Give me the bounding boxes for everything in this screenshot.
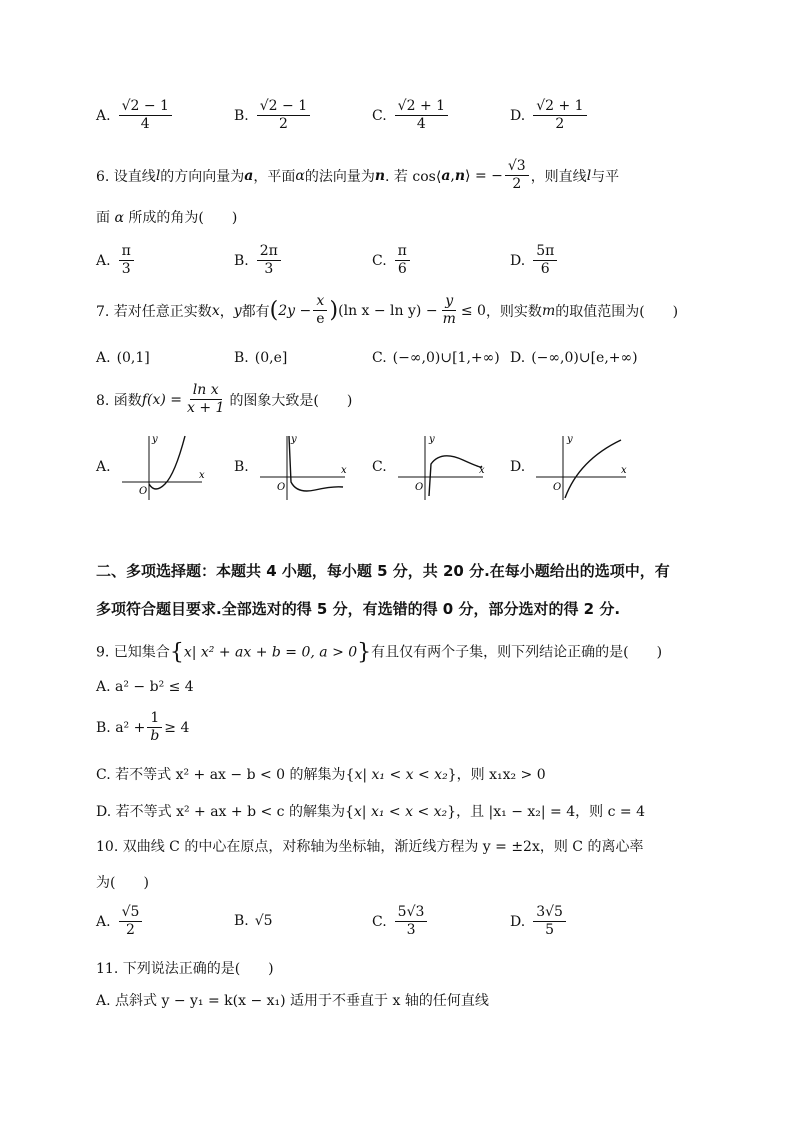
x-label: x bbox=[478, 465, 485, 476]
q8-graph-a bbox=[96, 432, 207, 502]
q7-option-d bbox=[510, 350, 638, 366]
text: 6. 设直线 bbox=[96, 168, 156, 185]
brace: } bbox=[357, 640, 372, 665]
option-label: A. bbox=[96, 913, 111, 930]
text: 的法向量为 bbox=[304, 168, 375, 185]
numerator: π bbox=[119, 243, 134, 261]
denominator: 2 bbox=[555, 116, 565, 132]
fraction bbox=[505, 158, 529, 193]
denominator: 6 bbox=[540, 261, 550, 277]
option-label: B. bbox=[234, 913, 249, 929]
var: m bbox=[541, 302, 556, 319]
text: 的方向向量为 bbox=[160, 168, 245, 185]
q5-option-c bbox=[372, 98, 450, 133]
q6-stem-line1 bbox=[96, 158, 619, 193]
numerator: y bbox=[442, 293, 456, 311]
graph-d-svg bbox=[531, 432, 631, 502]
fraction bbox=[147, 710, 162, 745]
text: 的取值范围为( ) bbox=[555, 303, 679, 320]
text: B. a² + bbox=[96, 719, 146, 736]
q6-option-a bbox=[96, 243, 136, 278]
option-label: C. bbox=[372, 252, 387, 269]
q6-option-d bbox=[510, 243, 559, 278]
q6-option-c bbox=[372, 243, 412, 278]
x-label: x bbox=[198, 470, 205, 481]
option-text: (−∞,0)∪[1,+∞) bbox=[392, 350, 500, 366]
y-label: y bbox=[428, 434, 435, 445]
denominator: 2 bbox=[126, 922, 135, 938]
q9-stem bbox=[96, 640, 662, 665]
var: α bbox=[295, 167, 305, 184]
q11-stem: 11. 下列说法正确的是( ) bbox=[96, 961, 274, 977]
text: 8. 函数 bbox=[96, 392, 142, 409]
fraction bbox=[395, 243, 410, 278]
text: 的图象大致是( ) bbox=[229, 392, 353, 409]
option-label: D. bbox=[510, 107, 526, 124]
var: a bbox=[244, 167, 254, 184]
origin-label: O bbox=[276, 482, 285, 493]
q10-option-b bbox=[234, 913, 273, 929]
text: 9. 已知集合 bbox=[96, 644, 170, 661]
fraction bbox=[533, 243, 557, 278]
q7-stem bbox=[96, 293, 678, 328]
q9-option-a: A. a² − b² ≤ 4 bbox=[96, 679, 194, 695]
q6-stem-line2 bbox=[96, 207, 237, 227]
section-heading-line1: 二、多项选择题：本题共 4 小题，每小题 5 分，共 20 分.在每小题给出的选项中，有 bbox=[96, 562, 670, 580]
text: ， bbox=[219, 303, 234, 320]
text: ，则 x₁x₂ > 0 bbox=[456, 767, 546, 783]
graph-a-svg bbox=[117, 432, 207, 502]
q10-stem-line2: 为( ) bbox=[96, 875, 149, 891]
option-text: √5 bbox=[254, 913, 273, 929]
q10-option-d bbox=[510, 904, 568, 939]
option-label: C. bbox=[372, 350, 387, 366]
denominator: 4 bbox=[140, 116, 150, 132]
graph-b-svg bbox=[255, 432, 350, 502]
text: ⟩ = − bbox=[465, 167, 503, 184]
option-label: C. bbox=[372, 107, 387, 124]
paren: ( bbox=[269, 298, 279, 323]
var: a bbox=[441, 167, 451, 184]
q8-stem bbox=[96, 382, 352, 417]
denominator: 3 bbox=[121, 261, 131, 277]
denominator: b bbox=[150, 728, 160, 744]
var: l bbox=[586, 167, 592, 184]
option-label: B. bbox=[234, 252, 249, 269]
q9-option-d bbox=[96, 801, 645, 821]
brace: { bbox=[169, 640, 184, 665]
numerator: √5 bbox=[119, 904, 143, 922]
numerator: 1 bbox=[147, 710, 162, 728]
fraction bbox=[257, 243, 281, 278]
numerator: 5√3 bbox=[395, 904, 428, 922]
numerator: 3√5 bbox=[533, 904, 566, 922]
option-label: C. bbox=[372, 459, 387, 475]
fraction bbox=[257, 98, 310, 133]
var: y bbox=[233, 302, 242, 319]
numerator: π bbox=[395, 243, 410, 261]
denominator: 2 bbox=[278, 116, 288, 132]
text: ，平面 bbox=[253, 168, 296, 185]
var: α bbox=[114, 210, 124, 226]
denominator: 3 bbox=[406, 922, 416, 938]
fraction bbox=[119, 243, 134, 278]
q10-option-a bbox=[96, 904, 144, 939]
text: C. 若不等式 x² + ax − b < 0 的解集为 bbox=[96, 767, 346, 783]
brace: } bbox=[447, 767, 457, 783]
text: 有且仅有两个子集，则下列结论正确的是( ) bbox=[371, 644, 663, 661]
brace: { bbox=[344, 804, 354, 820]
numerator: √2 + 1 bbox=[395, 98, 448, 116]
expr: (ln x − ln y) − bbox=[338, 302, 438, 319]
set-expr: x| x₁ < x < x₂ bbox=[353, 804, 448, 820]
x-label: x bbox=[621, 465, 627, 476]
numerator: ln x bbox=[190, 382, 222, 400]
fraction bbox=[533, 904, 566, 939]
option-label: B. bbox=[234, 350, 249, 366]
graph-c-svg bbox=[393, 432, 488, 502]
q10-stem-line1: 10. 双曲线 C 的中心在原点，对称轴为坐标轴，渐近线方程为 y = ±2x，则 C 的离心率 bbox=[96, 839, 644, 855]
option-text: (−∞,0)∪[e,+∞) bbox=[531, 350, 638, 366]
option-label: A. bbox=[96, 252, 111, 269]
origin-label: O bbox=[553, 482, 562, 493]
paren: ) bbox=[329, 298, 339, 323]
fraction bbox=[395, 98, 448, 133]
numerator: √3 bbox=[505, 158, 529, 176]
denominator: 6 bbox=[397, 261, 407, 277]
denominator: 5 bbox=[545, 922, 555, 938]
q8-graph-d bbox=[510, 432, 631, 502]
fraction bbox=[440, 293, 459, 328]
option-label: A. bbox=[96, 350, 111, 366]
option-label: D. bbox=[510, 350, 526, 366]
q7-option-c bbox=[372, 350, 500, 366]
y-label: y bbox=[567, 434, 573, 445]
fraction bbox=[119, 98, 172, 133]
denominator: x + 1 bbox=[187, 400, 225, 416]
fraction bbox=[313, 293, 327, 328]
text: ≥ 4 bbox=[164, 719, 190, 736]
numerator: x bbox=[313, 293, 327, 311]
text: 所成的角为( ) bbox=[123, 210, 238, 226]
text: ，则直线 bbox=[530, 168, 587, 185]
origin-label: O bbox=[414, 482, 423, 493]
q6-option-b bbox=[234, 243, 283, 278]
q9-option-b bbox=[96, 710, 189, 745]
text: 与平 bbox=[591, 168, 620, 185]
text: 面 bbox=[96, 210, 115, 226]
curve bbox=[289, 436, 343, 491]
q9-option-c bbox=[96, 764, 546, 784]
denominator: 3 bbox=[264, 261, 274, 277]
denominator: 2 bbox=[512, 176, 522, 192]
option-label: B. bbox=[234, 459, 249, 475]
q7-option-a bbox=[96, 350, 150, 366]
option-label: A. bbox=[96, 107, 111, 124]
text: D. 若不等式 x² + ax + b < c 的解集为 bbox=[96, 804, 345, 820]
q5-option-b bbox=[234, 98, 312, 133]
text: ，则实数 bbox=[485, 303, 542, 320]
expr: f(x) = bbox=[141, 391, 182, 408]
curve bbox=[565, 440, 621, 498]
brace: { bbox=[345, 767, 355, 783]
expr: ≤ 0 bbox=[460, 302, 486, 319]
text: ，且 |x₁ − x₂| = 4，则 c = 4 bbox=[456, 804, 645, 820]
fraction bbox=[395, 904, 428, 939]
q10-option-c bbox=[372, 904, 429, 939]
denominator: e bbox=[316, 311, 325, 327]
fraction bbox=[533, 98, 586, 133]
option-label: C. bbox=[372, 913, 387, 930]
option-label: D. bbox=[510, 459, 526, 475]
option-label: A. bbox=[96, 459, 111, 475]
q7-option-b bbox=[234, 350, 287, 366]
var: n bbox=[454, 167, 466, 184]
text: . 若 cos⟨ bbox=[385, 168, 442, 185]
denominator: 4 bbox=[416, 116, 426, 132]
option-text: (0,e] bbox=[254, 350, 288, 366]
var: l bbox=[155, 167, 161, 184]
y-label: y bbox=[290, 434, 297, 445]
numerator: 5π bbox=[533, 243, 557, 261]
option-label: D. bbox=[510, 252, 526, 269]
q5-option-a bbox=[96, 98, 174, 133]
q5-option-d bbox=[510, 98, 589, 133]
numerator: 2π bbox=[257, 243, 281, 261]
var: n bbox=[374, 167, 386, 184]
text: 都有 bbox=[241, 303, 270, 320]
numerator: √2 + 1 bbox=[533, 98, 586, 116]
curve bbox=[429, 456, 482, 496]
fraction bbox=[119, 904, 143, 939]
option-label: D. bbox=[510, 913, 526, 930]
set-expr: x| x² + ax + b = 0, a > 0 bbox=[183, 644, 358, 661]
origin-label: O bbox=[138, 486, 147, 497]
fraction bbox=[184, 382, 227, 417]
section-heading-line2: 多项符合题目要求.全部选对的得 5 分，有选错的得 0 分，部分选对的得 2 分. bbox=[96, 600, 621, 618]
expr: 2y − bbox=[278, 302, 312, 319]
q8-graph-c bbox=[372, 432, 488, 502]
text: 7. 若对任意正实数 bbox=[96, 303, 212, 320]
text: , bbox=[450, 167, 455, 184]
x-label: x bbox=[340, 465, 347, 476]
q11-option-a: A. 点斜式 y − y₁ = k(x − x₁) 适用于不垂直于 x 轴的任何直线 bbox=[96, 993, 489, 1009]
numerator: √2 − 1 bbox=[119, 98, 172, 116]
var: x bbox=[211, 302, 220, 319]
q8-graph-b bbox=[234, 432, 350, 502]
option-label: B. bbox=[234, 107, 249, 124]
numerator: √2 − 1 bbox=[257, 98, 310, 116]
y-label: y bbox=[151, 434, 158, 445]
denominator: m bbox=[442, 311, 456, 327]
set-expr: x| x₁ < x < x₂ bbox=[354, 767, 448, 783]
option-text: (0,1] bbox=[116, 350, 150, 366]
brace: } bbox=[447, 804, 457, 820]
